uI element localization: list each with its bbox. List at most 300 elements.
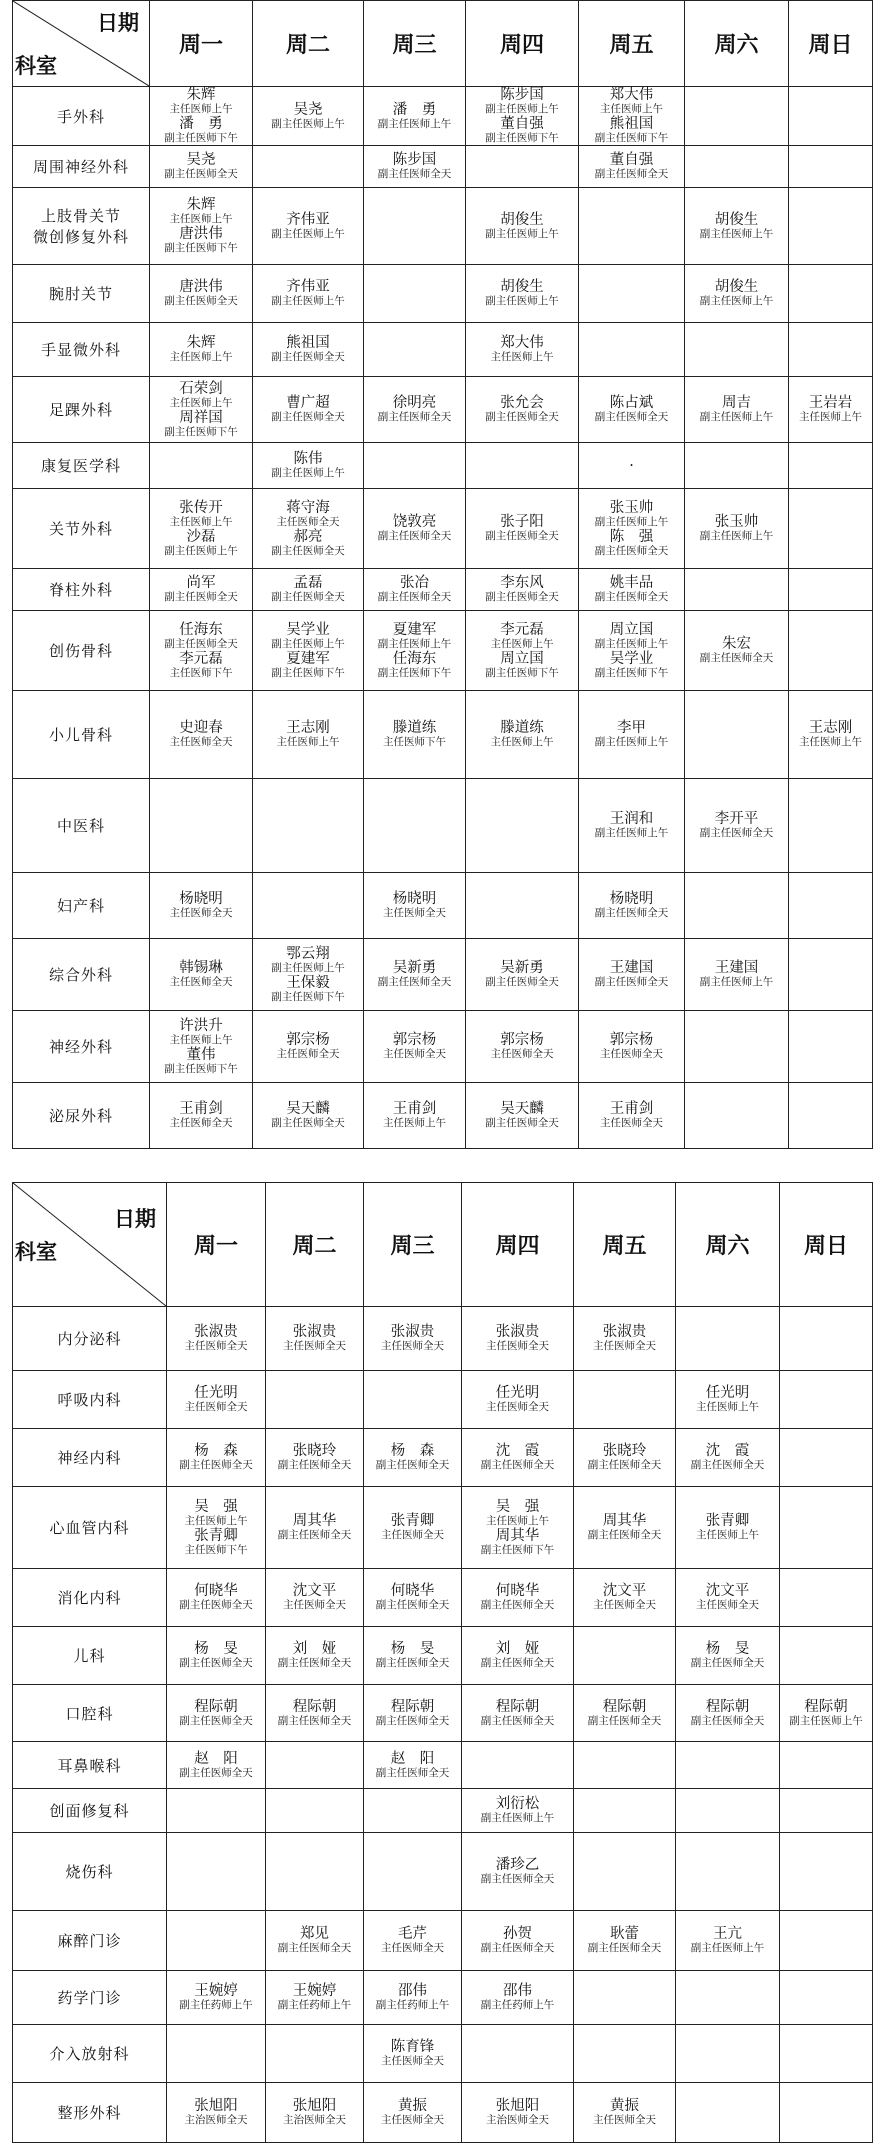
schedule-cell (579, 265, 685, 323)
doctor-name: 郭宗杨 (286, 1032, 330, 1048)
department-name: 儿科 (73, 1647, 106, 1665)
doctor-title-time: 副主任医师下午 (164, 132, 238, 144)
doctor-name: 胡俊生 (714, 279, 759, 295)
doctor-title-time: 副主任医师全天 (179, 1766, 253, 1779)
doctor-title-time: 副主任医师全天 (179, 1714, 253, 1727)
doctor-title-time: 主任医师全天 (169, 907, 233, 919)
doctor-name: 沙磊 (186, 528, 216, 545)
schedule-cell (789, 443, 873, 489)
schedule-cell (167, 1569, 266, 1627)
doctor-title-time: 主任医师上午 (490, 351, 554, 363)
schedule-cell (780, 1307, 873, 1371)
doctor-name: 吴天麟 (500, 1101, 544, 1117)
doctor-title-time: 副主任医师全天 (271, 591, 345, 603)
doctor-name: 周其华 (495, 1527, 540, 1544)
schedule-cell (462, 1971, 574, 2025)
doctor-name: 孟磊 (293, 575, 323, 591)
doctor-name: 陈步国 (500, 87, 544, 103)
doctor-title-time: 主任医师下午 (383, 736, 446, 748)
doctor-name: 任海东 (179, 621, 223, 638)
schedule-cell (253, 779, 364, 873)
doctor-title-time: 副主任医师全天 (277, 1657, 352, 1669)
doctor-name: 张传开 (179, 499, 223, 516)
table-row (13, 1742, 873, 1789)
schedule-cell (780, 1971, 873, 2025)
table-row (13, 779, 873, 873)
schedule-cell (579, 323, 685, 377)
schedule-cell (167, 1627, 266, 1685)
department-cell (13, 1307, 167, 1371)
schedule-cell (167, 1307, 266, 1371)
schedule-cell (167, 1429, 266, 1487)
schedule-cell (364, 443, 466, 489)
schedule-cell (167, 1487, 266, 1569)
schedule-cell (167, 1911, 266, 1971)
department-name: 手显微外科 (40, 341, 121, 359)
doctor-name: 潘 勇 (179, 116, 223, 132)
table-row (13, 1911, 873, 1971)
schedule-cell (574, 1371, 676, 1429)
schedule-cell (579, 873, 685, 939)
doctor-title-time: 副主任医师下午 (271, 666, 345, 679)
schedule-cell (253, 377, 364, 443)
doctor-name: 王建国 (714, 960, 759, 976)
schedule-cell (574, 1833, 676, 1911)
doctor-title-time: 副主任医师全天 (271, 1117, 345, 1129)
doctor-title-time: 副主任医师全天 (480, 1714, 555, 1727)
doctor-title-time: 副主任医师上午 (485, 227, 559, 240)
doctor-title-time: 副主任医师全天 (485, 1117, 559, 1129)
schedule-cell (364, 1833, 462, 1911)
schedule-cell (462, 1307, 574, 1371)
doctor-title-time: 副主任医师全天 (587, 1459, 662, 1471)
doctor-title-time: 副主任医师全天 (699, 652, 774, 664)
department-name: 口腔科 (65, 1704, 114, 1723)
doctor-title-time: 副主任医师全天 (485, 411, 559, 423)
schedule-cell (266, 1569, 364, 1627)
doctor-title-time: 副主任医师全天 (587, 1714, 662, 1727)
doctor-title-time: 主任医师上午 (169, 1033, 233, 1046)
schedule-cell (685, 443, 789, 489)
schedule-cell (780, 1833, 873, 1911)
schedule-cell (685, 779, 789, 873)
doctor-title-time: 副主任医师上午 (699, 530, 774, 542)
day-header: 周一 (167, 1183, 266, 1307)
doctor-title-time: 主任医师全天 (381, 1529, 444, 1541)
schedule-cell (685, 1083, 789, 1149)
department-cell (13, 87, 150, 146)
doctor-name: 吴新勇 (392, 960, 437, 976)
schedule-cell (150, 611, 253, 691)
doctor-name: 何晓华 (194, 1583, 238, 1599)
schedule-cell (462, 1911, 574, 1971)
schedule-cell (780, 2025, 873, 2083)
department-cell (13, 146, 150, 188)
schedule-cell (676, 2025, 780, 2083)
schedule-cell (676, 1685, 780, 1742)
schedule-cell (167, 1833, 266, 1911)
doctor-name: 赵 阳 (390, 1750, 435, 1767)
doctor-title-time: 主任医师上午 (799, 736, 862, 748)
doctor-name: 王婉婷 (194, 1983, 238, 1999)
doctor-title-time: 副主任医师全天 (277, 1529, 352, 1541)
department-cell (13, 2025, 167, 2083)
doctor-title-time: 主任医师上午 (276, 736, 340, 748)
doctor-title-time: 副主任医师全天 (375, 1599, 450, 1611)
doctor-name: 胡俊生 (500, 211, 544, 228)
department-cell (13, 569, 150, 611)
schedule-cell (364, 1627, 462, 1685)
schedule-cell (167, 1742, 266, 1789)
doctor-name: 胡俊生 (500, 279, 544, 295)
doctor-title-time: 副主任医师全天 (594, 411, 669, 423)
doctor-name: 何晓华 (495, 1583, 540, 1599)
schedule-cell (789, 939, 873, 1011)
doctor-name: 周其华 (602, 1513, 647, 1529)
doctor-name: 刘 娅 (495, 1641, 540, 1657)
schedule-cell (780, 1742, 873, 1789)
schedule-cell (676, 1627, 780, 1685)
schedule-table-1 (12, 0, 873, 1149)
schedule-cell (150, 1083, 253, 1149)
doctor-title-time: 副主任医师上午 (699, 411, 774, 423)
doctor-title-time: 主任医师全天 (276, 515, 340, 528)
schedule-cell (685, 691, 789, 779)
doctor-title-time: 副主任医师全天 (690, 1459, 765, 1471)
schedule-cell (462, 1742, 574, 1789)
doctor-title-time: 主任医师全天 (696, 1599, 759, 1611)
doctor-name: 张淑贵 (194, 1324, 238, 1340)
doctor-name: 李元磊 (179, 650, 223, 667)
schedule-cell (266, 2083, 364, 2143)
schedule-cell (167, 1685, 266, 1742)
doctor-title-time: 主任医师全天 (184, 1401, 248, 1413)
department-name: 呼吸内科 (57, 1391, 122, 1409)
schedule-cell (466, 569, 579, 611)
day-header: 周五 (574, 1183, 676, 1307)
schedule-cell (266, 1627, 364, 1685)
doctor-title-time: 副主任医师全天 (271, 351, 345, 363)
doctor-name: 杨晓明 (179, 891, 223, 907)
table-row (13, 489, 873, 569)
doctor-name: 尚军 (186, 575, 216, 591)
doctor-title-time: 副主任医师全天 (164, 168, 238, 180)
doctor-title-time: 副主任医师全天 (480, 1459, 555, 1471)
doctor-name: 饶敦亮 (392, 514, 437, 530)
doctor-name: 吴尧 (293, 101, 323, 118)
schedule-cell (266, 1911, 364, 1971)
doctor-title-time: 副主任医师上午 (699, 295, 774, 307)
doctor-title-time: 副主任医师全天 (164, 295, 238, 307)
doctor-name: 徐明亮 (392, 395, 437, 411)
corner-date-label: 日期 (114, 1207, 156, 1231)
schedule-cell (789, 873, 873, 939)
schedule-cell (266, 1833, 364, 1911)
doctor-name: 王保毅 (286, 974, 330, 991)
schedule-cell (789, 611, 873, 691)
schedule-cell (253, 489, 364, 569)
schedule-cell (364, 87, 466, 146)
schedule-cell (266, 1789, 364, 1833)
day-header: 周二 (266, 1183, 364, 1307)
schedule-cell (253, 691, 364, 779)
doctor-name: 耿蕾 (610, 1926, 639, 1942)
doctor-name: 王建国 (609, 960, 654, 976)
department-cell (13, 1487, 167, 1569)
doctor-name: 王润和 (609, 811, 654, 827)
schedule-cell (579, 611, 685, 691)
department-name: 烧伤科 (65, 1863, 114, 1881)
doctor-title-time: 副主任药师上午 (277, 1999, 352, 2011)
doctor-name: 张晓玲 (292, 1443, 337, 1459)
schedule-cell (466, 691, 579, 779)
department-cell (13, 1971, 167, 2025)
doctor-name: 张淑贵 (602, 1324, 647, 1340)
doctor-name: 郑大伟 (609, 87, 654, 103)
schedule-cell (150, 939, 253, 1011)
doctor-name: 朱宏 (722, 636, 751, 652)
doctor-title-time: 主治医师全天 (486, 2114, 549, 2126)
doctor-name: 郭宗杨 (392, 1032, 437, 1048)
doctor-name: 郝亮 (293, 528, 323, 545)
schedule-cell (579, 443, 685, 489)
doctor-name: 吴 强 (495, 1498, 540, 1515)
doctor-name: 程际朝 (602, 1698, 647, 1715)
day-header: 周六 (676, 1183, 780, 1307)
doctor-name: · (629, 457, 634, 474)
department-cell (13, 443, 150, 489)
department-cell (13, 1011, 150, 1083)
doctor-title-time: 副主任医师全天 (164, 591, 238, 603)
doctor-name: 杨 旻 (705, 1641, 750, 1657)
schedule-cell (364, 2083, 462, 2143)
doctor-name: 张青卿 (390, 1513, 435, 1529)
doctor-title-time: 副主任医师全天 (271, 544, 345, 557)
schedule-cell (685, 323, 789, 377)
table-row (13, 611, 873, 691)
doctor-title-time: 副主任医师上午 (271, 117, 345, 130)
doctor-title-time: 副主任医师全天 (699, 827, 774, 839)
schedule-cell (266, 1685, 364, 1742)
schedule-cell (253, 611, 364, 691)
schedule-cell (466, 323, 579, 377)
doctor-name: 董自强 (609, 152, 654, 168)
schedule-cell (253, 1083, 364, 1149)
doctor-title-time: 副主任医师全天 (594, 544, 669, 557)
doctor-title-time: 副主任医师全天 (594, 591, 669, 603)
table-row (13, 1971, 873, 2025)
doctor-title-time: 副主任医师全天 (480, 1942, 555, 1954)
department-cell (13, 1569, 167, 1627)
day-header: 周四 (462, 1183, 574, 1307)
doctor-name: 郑大伟 (500, 335, 544, 351)
schedule-cell (462, 1685, 574, 1742)
doctor-name: 韩锡琳 (179, 960, 223, 976)
schedule-cell (266, 1742, 364, 1789)
doctor-name: 蒋守海 (286, 499, 330, 516)
doctor-name: 陈育锋 (390, 2039, 435, 2055)
schedule-cell (364, 323, 466, 377)
schedule-cell (364, 873, 466, 939)
doctor-name: 任光明 (495, 1385, 540, 1401)
schedule-cell (266, 1487, 364, 1569)
doctor-title-time: 副主任医师上午 (594, 736, 669, 748)
schedule-cell (364, 611, 466, 691)
table-row (13, 87, 873, 146)
schedule-cell (685, 1011, 789, 1083)
doctor-name: 王志刚 (286, 720, 330, 736)
doctor-title-time: 副主任药师上午 (480, 1999, 555, 2011)
department-name: 介入放射科 (49, 2045, 130, 2063)
doctor-name: 吴天麟 (286, 1101, 330, 1117)
schedule-cell (364, 489, 466, 569)
schedule-cell (364, 146, 466, 188)
department-name: 上肢骨关节 (40, 207, 121, 225)
schedule-cell (150, 443, 253, 489)
doctor-title-time: 主任医师上午 (184, 1514, 248, 1527)
schedule-cell (266, 1429, 364, 1487)
doctor-name: 张青卿 (194, 1527, 238, 1544)
doctor-name: 齐伟亚 (286, 211, 330, 228)
schedule-cell (364, 569, 466, 611)
schedule-cell (266, 1307, 364, 1371)
department-cell (13, 1685, 167, 1742)
day-header: 周三 (364, 1183, 462, 1307)
schedule-cell (789, 489, 873, 569)
department-name: 中医科 (56, 817, 105, 835)
doctor-name: 吴新勇 (500, 960, 544, 976)
doctor-title-time: 副主任医师全天 (690, 1657, 765, 1669)
doctor-title-time: 副主任医师全天 (480, 1873, 555, 1885)
doctor-title-time: 副主任医师全天 (587, 1529, 662, 1541)
schedule-cell (685, 611, 789, 691)
department-cell (13, 265, 150, 323)
doctor-name: 张淑贵 (390, 1324, 435, 1340)
schedule-cell (462, 1487, 574, 1569)
doctor-title-time: 主任医师全天 (600, 1117, 663, 1129)
doctor-name: 任光明 (194, 1385, 238, 1401)
table-row (13, 146, 873, 188)
department-name: 小儿骨科 (48, 726, 113, 744)
doctor-name: 张子阳 (500, 514, 544, 530)
doctor-name: 孙贺 (503, 1926, 532, 1942)
schedule-cell (789, 87, 873, 146)
doctor-name: 沈 霞 (495, 1443, 540, 1459)
table-row (13, 188, 873, 265)
schedule-cell (266, 2025, 364, 2083)
table-row (13, 1685, 873, 1742)
department-cell (13, 1371, 167, 1429)
table-row (13, 2083, 873, 2143)
doctor-title-time: 主任医师上午 (696, 1401, 759, 1413)
doctor-title-time: 主任医师上午 (383, 1117, 446, 1129)
doctor-name: 潘 勇 (392, 101, 437, 118)
doctor-name: 张晓玲 (602, 1443, 647, 1459)
doctor-name: 程际朝 (804, 1698, 848, 1715)
doctor-name: 夏建军 (392, 621, 437, 638)
doctor-name: 何晓华 (390, 1583, 435, 1599)
doctor-name: 齐伟亚 (286, 279, 330, 295)
doctor-title-time: 副主任医师全天 (587, 1942, 662, 1954)
doctor-title-time: 主任医师全天 (593, 1599, 656, 1611)
schedule-cell (676, 1911, 780, 1971)
table-row (13, 1371, 873, 1429)
schedule-cell (579, 489, 685, 569)
table-row (13, 265, 873, 323)
table-row (13, 1011, 873, 1083)
doctor-name: 王甫剑 (609, 1101, 654, 1117)
schedule-table-2 (12, 1182, 873, 2143)
department-name: 消化内科 (57, 1589, 122, 1607)
doctor-title-time: 副主任医师全天 (377, 168, 452, 180)
doctor-name: 张玉帅 (714, 514, 759, 530)
doctor-name: 刘 娅 (292, 1641, 337, 1657)
doctor-name: 许洪升 (179, 1017, 223, 1034)
doctor-name: 周祥国 (179, 409, 223, 426)
doctor-name: 邵伟 (503, 1983, 532, 1999)
doctor-name: 周立国 (609, 621, 654, 638)
table-row (13, 569, 873, 611)
schedule-cell (574, 1569, 676, 1627)
schedule-cell (466, 939, 579, 1011)
schedule-cell (676, 1429, 780, 1487)
department-cell (13, 611, 150, 691)
doctor-title-time: 副主任医师全天 (480, 1599, 555, 1611)
schedule-cell (167, 1789, 266, 1833)
schedule-cell (462, 2025, 574, 2083)
doctor-name: 李东风 (500, 575, 544, 591)
schedule-cell (789, 323, 873, 377)
doctor-name: 王甫剑 (392, 1101, 437, 1117)
doctor-name: 任光明 (705, 1385, 750, 1401)
doctor-name: 张旭阳 (194, 2098, 238, 2114)
schedule-cell (462, 1627, 574, 1685)
schedule-cell (253, 939, 364, 1011)
corner-dept-label: 科室 (15, 1240, 57, 1264)
schedule-cell (685, 489, 789, 569)
doctor-name: 胡俊生 (714, 211, 759, 228)
schedule-cell (685, 873, 789, 939)
schedule-cell (364, 188, 466, 265)
doctor-title-time: 副主任医师上午 (271, 637, 345, 650)
schedule-cell (364, 1685, 462, 1742)
doctor-name: 董自强 (500, 116, 544, 132)
doctor-title-time: 主任医师上午 (169, 351, 233, 363)
doctor-title-time: 副主任医师上午 (377, 117, 452, 130)
doctor-title-time: 副主任医师上午 (485, 103, 559, 115)
doctor-name: 程际朝 (390, 1698, 435, 1715)
doctor-name: 唐洪伟 (179, 279, 223, 295)
doctor-title-time: 副主任医师全天 (594, 168, 669, 180)
department-name: 整形外科 (57, 2104, 122, 2122)
doctor-title-time: 副主任医师全天 (377, 976, 452, 988)
doctor-title-time: 副主任医师下午 (164, 425, 238, 438)
department-cell (13, 1911, 167, 1971)
department-cell (13, 1833, 167, 1911)
department-cell (13, 1742, 167, 1789)
doctor-title-time: 副主任医师全天 (277, 1714, 352, 1727)
doctor-title-time: 主任医师上午 (799, 411, 862, 423)
schedule-cell (167, 2025, 266, 2083)
doctor-title-time: 副主任医师全天 (485, 591, 559, 603)
department-name: 耳鼻喉科 (57, 1756, 122, 1775)
doctor-title-time: 主任医师全天 (283, 1340, 346, 1352)
schedule-cell (150, 1011, 253, 1083)
doctor-name: 熊祖国 (286, 335, 330, 351)
doctor-title-time: 主任医师全天 (486, 1340, 549, 1352)
department-cell (13, 2083, 167, 2143)
schedule-cell (685, 146, 789, 188)
